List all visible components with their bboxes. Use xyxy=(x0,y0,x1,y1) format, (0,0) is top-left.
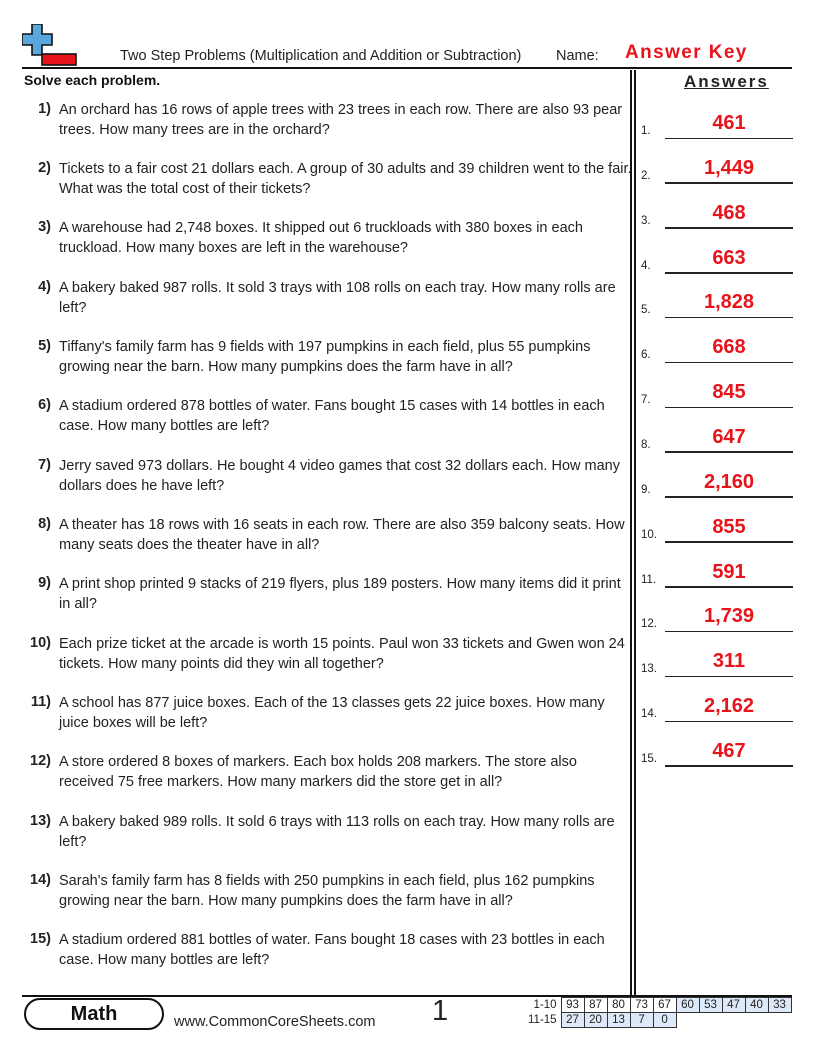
problem-text: A stadium ordered 881 bottles of water. Fans bought 18 cases with 23 bottles in each case. How many bottles are left? xyxy=(59,932,605,968)
answer-line xyxy=(665,676,793,678)
score-cell: 73 xyxy=(630,998,653,1013)
name-label: Name: xyxy=(556,48,599,64)
problem-number: 8) xyxy=(38,516,51,532)
answer-number: 7. xyxy=(641,394,651,407)
answer-line xyxy=(665,227,793,229)
worksheet-title: Two Step Problems (Multiplication and Addition or Subtraction) xyxy=(120,48,522,64)
answer-item xyxy=(641,558,793,588)
answer-number: 3. xyxy=(641,214,651,227)
problem-number: 7) xyxy=(38,457,51,473)
answer-number: 14. xyxy=(641,708,657,721)
score-row xyxy=(528,1013,791,1028)
problem-text: A warehouse had 2,748 boxes. It shipped out 6 truckloads with 380 boxes in each truckload. How many boxes are left in the warehouse? xyxy=(59,220,583,256)
answer-key-label: Answer Key xyxy=(625,42,748,63)
score-cell: 33 xyxy=(768,998,791,1013)
score-cell: 0 xyxy=(653,1013,676,1028)
column-divider xyxy=(634,70,636,996)
answer-item xyxy=(641,333,793,363)
problem-text: Tiffany's family farm has 9 fields with 197 pumpkins in each field, plus 55 pumpkins growing near the barn. How many pumpkins does the farm have in all? xyxy=(59,339,591,375)
score-cell: 47 xyxy=(722,998,745,1013)
problem-text: A print shop printed 9 stacks of 219 flyers, plus 189 posters. How many items did it print in all? xyxy=(59,576,621,612)
answer-value: 663 xyxy=(712,246,746,269)
answer-line xyxy=(665,586,793,588)
answer-number: 5. xyxy=(641,304,651,317)
answer-value: 461 xyxy=(712,112,746,134)
answer-line xyxy=(665,407,793,409)
score-cell: 7 xyxy=(630,1013,653,1028)
problem-number: 4) xyxy=(38,279,51,295)
website-url: www.CommonCoreSheets.com xyxy=(174,1014,376,1030)
problem-text: Jerry saved 973 dollars. He bought 4 video games that cost 32 dollars each. How many dollars does he have left? xyxy=(59,458,620,494)
score-cell: 13 xyxy=(607,1013,630,1028)
problem-number: 1) xyxy=(38,101,51,117)
problem-number: 14) xyxy=(30,872,51,888)
answer-line xyxy=(665,765,793,767)
score-cell: 27 xyxy=(561,1013,584,1028)
answer-value: 591 xyxy=(712,560,746,583)
answer-value: 855 xyxy=(712,515,746,538)
answer-value: 467 xyxy=(712,739,746,762)
answer-item xyxy=(641,199,793,229)
answer-item xyxy=(641,737,793,767)
problem-text: An orchard has 16 rows of apple trees with 23 trees in each row. There are also 93 pear trees. How many trees are in the orchard? xyxy=(59,102,623,138)
answer-number: 13. xyxy=(641,663,657,676)
answer-line xyxy=(665,721,793,723)
answers-heading: Answers xyxy=(684,72,769,91)
problem-number: 5) xyxy=(38,338,51,354)
answer-value: 2,160 xyxy=(703,470,755,493)
score-row xyxy=(528,998,791,1013)
score-table xyxy=(528,997,792,1028)
answer-line xyxy=(665,631,793,633)
answer-number: 12. xyxy=(641,618,657,631)
answer-item xyxy=(641,244,793,274)
answer-number: 11. xyxy=(641,573,657,586)
problem-number: 2) xyxy=(38,160,51,176)
problem-number: 13) xyxy=(30,813,51,829)
answer-item xyxy=(641,378,793,408)
answer-line xyxy=(665,496,793,498)
problem-text: A school has 877 juice boxes. Each of the 13 classes gets 22 juice boxes. How many juice boxes will be left? xyxy=(59,695,605,731)
score-cell: 87 xyxy=(584,998,607,1013)
score-cell: 93 xyxy=(561,998,584,1013)
problem-number: 12) xyxy=(30,753,51,769)
answer-item xyxy=(641,602,793,632)
answer-number: 2. xyxy=(641,169,651,182)
answer-number: 1. xyxy=(641,125,651,137)
answer-number: 15. xyxy=(641,752,657,765)
problem-number: 15) xyxy=(30,931,51,947)
score-cell: 60 xyxy=(676,998,699,1013)
problem-text: Sarah's family farm has 8 fields with 250 pumpkins in each field, plus 162 pumpkins growing near the barn. How many pumpkins does the farm have in all? xyxy=(59,873,595,909)
problem-text: Tickets to a fair cost 21 dollars each. A group of 30 adults and 39 children went to the fair. What was the total cost of their tickets? xyxy=(59,161,632,197)
score-cell: 40 xyxy=(745,998,768,1013)
score-cell: 20 xyxy=(584,1013,607,1028)
problem-text: A store ordered 8 boxes of markers. Each box holds 208 markers. The store also received 75 free markers. How many markers did the store get in all? xyxy=(59,754,577,790)
score-cell: 67 xyxy=(653,998,676,1013)
answer-item xyxy=(641,468,793,498)
problem-text: A theater has 18 rows with 16 seats in each row. There are also 359 balcony seats. How many seats does the theater have in all? xyxy=(59,517,625,553)
answer-item xyxy=(641,423,793,453)
subject-badge: Math xyxy=(24,998,164,1030)
answer-item xyxy=(641,513,793,543)
instructions: Solve each problem. xyxy=(24,72,161,88)
problem-text: A stadium ordered 878 bottles of water. Fans bought 15 cases with 14 bottles in each case. How many bottles are left? xyxy=(59,398,605,434)
problem-number: 6) xyxy=(38,397,51,413)
answer-value: 311 xyxy=(712,650,746,673)
answer-line xyxy=(665,451,793,453)
answer-number: 4. xyxy=(641,259,651,272)
answer-value: 1,739 xyxy=(703,605,755,628)
score-cell: 53 xyxy=(699,998,722,1013)
answer-line xyxy=(665,317,793,319)
answer-line xyxy=(665,362,793,364)
score-row-label: 11-15 xyxy=(528,1014,557,1026)
problem-number: 3) xyxy=(38,219,51,235)
answer-line xyxy=(665,182,793,184)
score-cell: 80 xyxy=(607,998,630,1013)
answer-item xyxy=(641,647,793,677)
answer-line xyxy=(665,541,793,543)
answer-value: 845 xyxy=(712,381,746,404)
page-number: 1 xyxy=(432,995,449,1027)
answer-item xyxy=(641,692,793,722)
answer-value: 2,162 xyxy=(703,695,755,718)
answer-value: 1,828 xyxy=(703,291,755,314)
problem-number: 11) xyxy=(30,694,51,710)
answer-value: 668 xyxy=(712,336,746,359)
problem-text: Each prize ticket at the arcade is worth 15 points. Paul won 33 tickets and Gwen won 24 tickets. How many points did they win all together? xyxy=(59,636,625,672)
answer-item xyxy=(641,154,793,184)
answer-number: 8. xyxy=(641,438,651,451)
answer-number: 9. xyxy=(641,483,651,496)
answer-value: 1,449 xyxy=(703,156,755,179)
problem-number: 10) xyxy=(30,635,51,651)
answer-line xyxy=(665,138,793,140)
answer-item xyxy=(641,288,793,318)
problem-number: 9) xyxy=(38,575,51,591)
answer-number: 10. xyxy=(641,528,657,541)
header-rule xyxy=(22,67,792,69)
answer-line xyxy=(665,272,793,274)
score-row-label: 1-10 xyxy=(533,999,557,1011)
problem-text: A bakery baked 989 rolls. It sold 6 trays with 113 rolls on each tray. How many rolls are left? xyxy=(59,814,615,850)
answer-value: 647 xyxy=(712,425,746,448)
answer-number: 6. xyxy=(641,349,651,362)
answer-item xyxy=(641,109,793,139)
worksheet-header xyxy=(0,40,816,70)
answer-value: 468 xyxy=(712,201,746,224)
problem-text: A bakery baked 987 rolls. It sold 3 trays with 108 rolls on each tray. How many rolls are left? xyxy=(59,280,616,316)
